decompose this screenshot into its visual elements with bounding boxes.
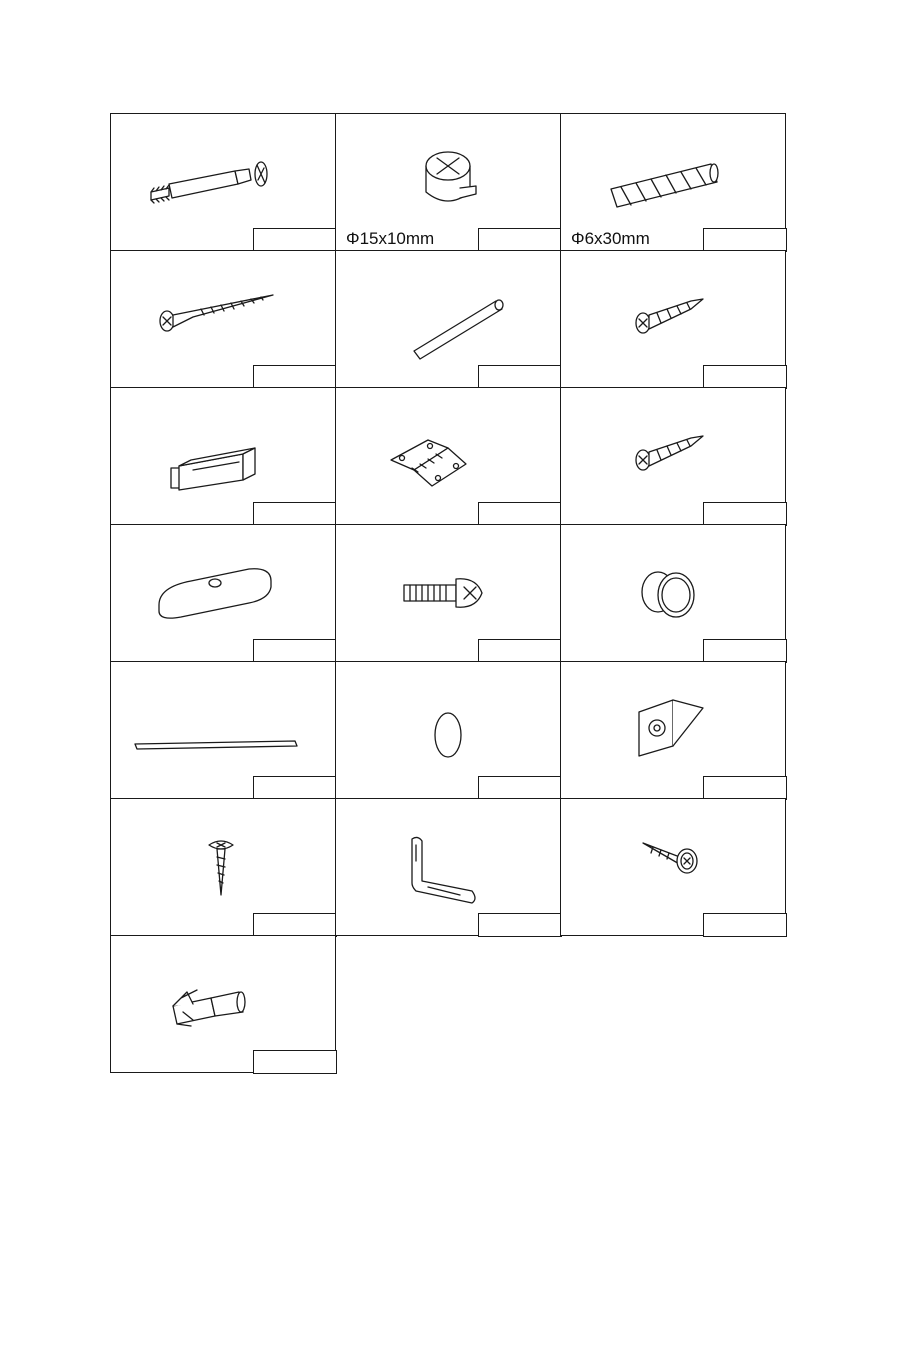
quantity-box — [253, 502, 337, 526]
part-cell — [335, 113, 561, 251]
quantity-box — [253, 776, 337, 800]
part-cell — [560, 798, 786, 936]
part-spec-label: Φ15x10mm — [346, 229, 435, 248]
quantity-box — [478, 913, 562, 937]
part-cell — [110, 387, 336, 525]
quantity-box — [703, 913, 787, 937]
quantity-box — [703, 639, 787, 663]
part-cell — [110, 661, 336, 799]
part-cell — [110, 524, 336, 662]
part-spec-label: Φ6x30mm — [571, 229, 650, 248]
quantity-box — [478, 639, 562, 663]
quantity-box — [703, 365, 787, 389]
part-cell — [560, 387, 786, 525]
quantity-box — [478, 365, 562, 389]
part-cell — [110, 798, 336, 936]
part-cell — [110, 935, 336, 1073]
quantity-box — [253, 913, 337, 937]
part-cell — [560, 524, 786, 662]
part-cell — [560, 250, 786, 388]
quantity-box — [478, 776, 562, 800]
part-cell — [335, 524, 561, 662]
quantity-box — [253, 228, 337, 252]
quantity-box — [703, 228, 787, 252]
quantity-box — [253, 1050, 337, 1074]
quantity-box — [703, 502, 787, 526]
part-cell — [335, 798, 561, 936]
part-cell — [110, 250, 336, 388]
quantity-box — [253, 365, 337, 389]
part-cell — [110, 113, 336, 251]
quantity-box — [703, 776, 787, 800]
part-cell — [560, 661, 786, 799]
hardware-parts-grid — [110, 113, 785, 1072]
part-cell — [560, 113, 786, 251]
quantity-box — [253, 639, 337, 663]
part-cell — [335, 387, 561, 525]
quantity-box — [478, 228, 562, 252]
part-cell — [335, 661, 561, 799]
part-cell — [335, 250, 561, 388]
quantity-box — [478, 502, 562, 526]
